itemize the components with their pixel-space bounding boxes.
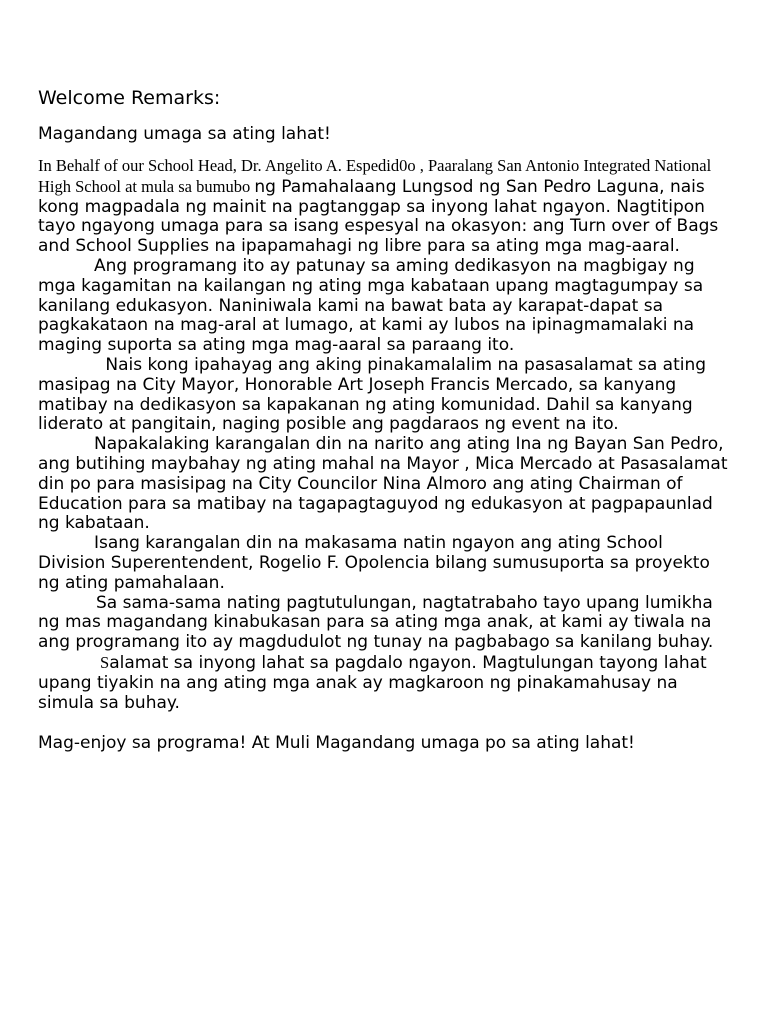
document-heading: Welcome Remarks: [38,87,221,109]
paragraph-5: Isang karangalan din na makasama natin ngayon ang ating School Division Superentendent, Rogelio F. Opolencia bilang sumusuporta sa proyekto ng ating pamahalaan. [38,533,710,593]
document-page [38,86,728,753]
remarks-body [38,156,728,753]
paragraph-1-serif: In Behalf of our School Head, Dr. Angelito A. Espedid0o , Paaralang San Antonio Integrated National High School at mula sa bumubo [38,156,712,196]
closing-line: Mag-enjoy sa programa! At Muli Magandang umaga po sa ating lahat! [38,733,635,754]
paragraph-7-initial: S [100,652,110,672]
paragraph-4: Napakalaking karangalan din na narito ang ating Ina ng Bayan San Pedro, ang butihing maybahay ng ating mahal na Mayor , Mica Mercado at Pasasalamat din po para masisipag na City Councilor Nina Almoro ang ating Chairman of Education para sa matibay na tagapagtaguyod ng edukasyon at pagpapaunlad ng kabataan. [38,434,728,534]
paragraph-6: Sa sama-sama nating pagtutulungan, nagtatrabaho tayo upang lumikha ng mas magandang kinabukasan para sa ating mga anak, at kami ay tiwala na ang programang ito ay magdudulot ng tunay na pagbabago sa kanilang buhay. [38,592,714,653]
greeting-line: Magandang umaga sa ating lahat! [38,124,331,144]
paragraph-1-rest: ng Pamahalaang Lungsod ng San Pedro Laguna, nais kong magpadala ng mainit na pagtanggap sa inyong lahat ngayon. Nagtitipon tayo ngayong umaga para sa isang espesyal na okasyon: ang Turn over of Bags and School Supplies na ipapamahagi ng libre para sa ating mga mag-aaral. [38,176,719,257]
paragraph-2: Ang programang ito ay patunay sa aming dedikasyon na magbigay ng mga kagamitan na kailangan ng ating mga kabataan upang magtagumpay sa kanilang edukasyon. Naniniwala kami na bawat bata ay karapat-dapat sa pagkakataon na mag-aral at lumago, at kami ay lubos na ipinagmamalaki na maging suporta sa ating mga mag-aaral sa paraang ito. [38,255,704,356]
paragraph-7: alamat sa inyong lahat sa pagdalo ngayon. Magtulungan tayong lahat upang tiyakin na ang ating mga anak ay magkaroon ng pinakamahusay na simula sa buhay. [38,652,707,713]
paragraph-3: Nais kong ipahayag ang aking pinakamalalim na pasasalamat sa ating masipag na City Mayor, Honorable Art Joseph Francis Mercado, sa kanyang matibay na dedikasyon sa kapakanan ng ating komunidad. Dahil sa kanyang liderato at pangitain, naging posible ang pagdaraos ng event na ito. [38,354,707,435]
